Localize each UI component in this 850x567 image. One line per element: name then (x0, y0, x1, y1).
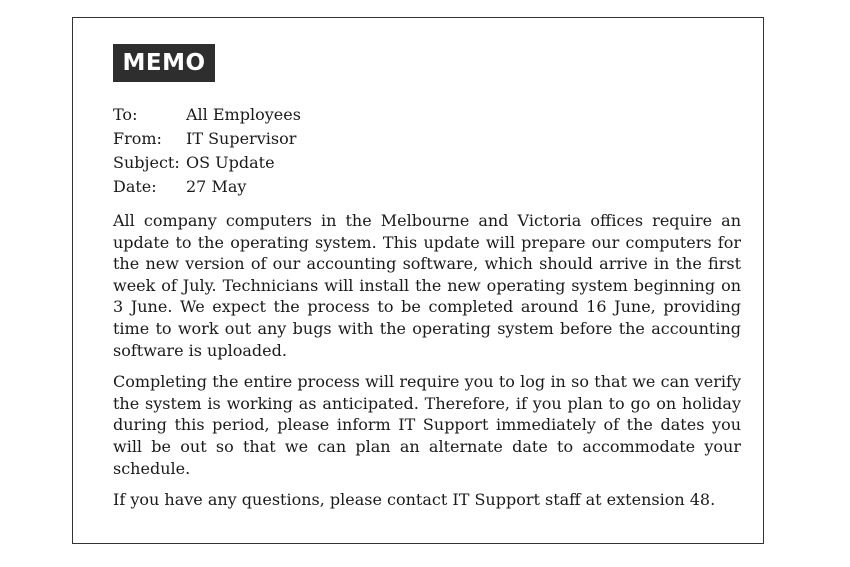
from-label: From: (113, 129, 162, 148)
date-label: Date: (113, 177, 157, 196)
to-value: All Employees (186, 105, 301, 124)
to-label: To: (113, 105, 138, 124)
memo-document (72, 17, 764, 544)
subject-field (113, 151, 301, 175)
memo-body (113, 210, 741, 521)
memo-badge: MEMO (113, 44, 215, 82)
date-value: 27 May (186, 177, 247, 196)
from-value: IT Supervisor (186, 129, 297, 148)
date-field (113, 175, 301, 199)
memo-paragraph-2: Completing the entire process will require you to log in so that we can verify the system is working as anticipated. Therefore, if you plan to go on holiday during this period, please inform IT Support immediately of the dates you will be out so that we can plan an alternate date to accommodate your schedule. (113, 372, 741, 478)
subject-value: OS Update (186, 153, 275, 172)
subject-label: Subject: (113, 153, 180, 172)
to-field (113, 103, 301, 127)
memo-header-fields (113, 103, 301, 199)
memo-paragraph-3: If you have any questions, please contact IT Support staff at extension 48. (113, 490, 716, 510)
memo-paragraph-1: All company computers in the Melbourne and Victoria offices require an update to the operating system. This update will prepare our computers for the new version of our accounting software, which should arrive in the first week of July. Technicians will install the new operating system beginning on 3 June. We expect the process to be completed around 16 June, providing time to work out any bugs with the operating system before the accounting software is uploaded. (113, 211, 741, 360)
from-field (113, 127, 301, 151)
